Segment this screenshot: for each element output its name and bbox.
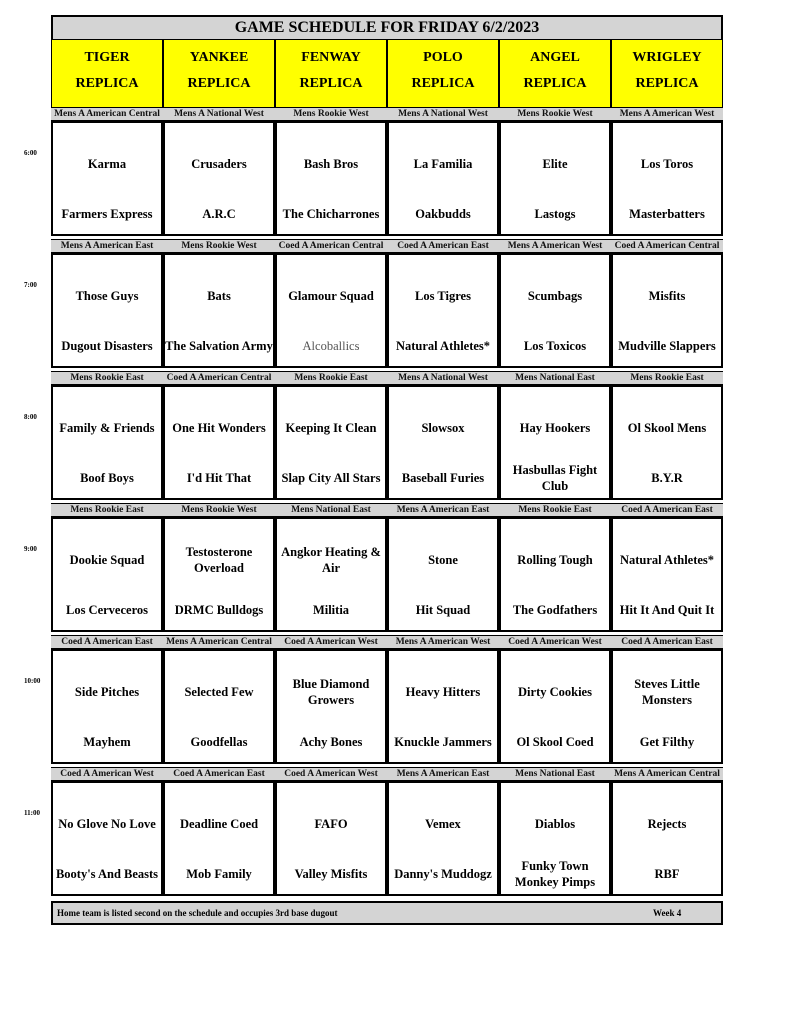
home-team: Dugout Disasters <box>61 339 153 353</box>
division-label: Mens Rookie East <box>630 373 704 383</box>
away-team: Hay Hookers <box>519 421 591 435</box>
game-cell <box>387 253 499 368</box>
footer-note: Home team is listed second on the schedule and occupies 3rd base dugout <box>57 908 338 918</box>
division-label: Mens Rookie West <box>181 505 257 515</box>
footer-bar <box>51 901 723 925</box>
division-label: Mens A American Central <box>614 769 720 779</box>
field-subtitle: REPLICA <box>635 76 699 91</box>
away-team: Bats <box>207 289 231 303</box>
division-bar <box>51 635 723 649</box>
division-label: Coed A American Central <box>278 241 384 251</box>
division-label: Coed A American East <box>397 241 489 251</box>
game-cell <box>163 121 275 236</box>
division-label: Mens National East <box>291 505 371 515</box>
away-team: Ol Skool Mens <box>627 421 707 435</box>
division-label: Mens Rookie West <box>293 109 369 119</box>
home-team: Hit Squad <box>415 603 471 617</box>
game-cell <box>51 781 163 896</box>
game-cell <box>499 253 611 368</box>
field-name: POLO <box>423 50 463 65</box>
time-label: 9:00 <box>24 545 37 553</box>
home-team: Hit It And Quit It <box>619 603 715 617</box>
away-team: Testosterone Overload <box>185 545 253 575</box>
game-cell <box>163 253 275 368</box>
away-team: One Hit Wonders <box>172 421 266 435</box>
away-team: Misfits <box>648 289 686 303</box>
away-team: Selected Few <box>184 685 254 699</box>
division-bar <box>51 239 723 253</box>
away-team: Heavy Hitters <box>405 685 481 699</box>
time-label: 11:00 <box>24 809 40 817</box>
game-cell <box>499 781 611 896</box>
game-cell <box>51 649 163 764</box>
division-label: Mens National East <box>515 373 595 383</box>
away-team: Slowsox <box>421 421 465 435</box>
division-label: Coed A American East <box>61 637 153 647</box>
home-team: Mayhem <box>83 735 131 749</box>
game-cell <box>275 649 387 764</box>
away-team: Bash Bros <box>303 157 359 171</box>
away-team: Diablos <box>534 817 576 831</box>
division-label: Mens A American West <box>395 637 491 647</box>
game-cell <box>499 121 611 236</box>
home-team: Farmers Express <box>61 207 153 221</box>
week-label: Week 4 <box>653 908 682 918</box>
schedule-sheet <box>24 15 723 925</box>
away-team: Steves Little Monsters <box>634 677 700 707</box>
away-team: Crusaders <box>191 157 247 171</box>
away-team: Vemex <box>425 817 461 831</box>
field-subtitle: REPLICA <box>523 76 587 91</box>
division-label: Coed A American West <box>508 637 602 647</box>
away-team: Rejects <box>647 817 687 831</box>
home-team: Militia <box>312 603 350 617</box>
division-label: Mens A National West <box>174 109 264 119</box>
game-cell <box>387 385 499 500</box>
away-team: FAFO <box>314 817 348 831</box>
game-cell <box>611 649 723 764</box>
division-label: Mens A National West <box>398 109 488 119</box>
away-team: Blue Diamond Growers <box>292 677 370 707</box>
time-label: 6:00 <box>24 149 37 157</box>
division-bar <box>51 371 723 385</box>
field-name: FENWAY <box>301 50 361 65</box>
division-label: Mens Rookie West <box>517 109 593 119</box>
division-bar <box>51 767 723 781</box>
home-team: The Salvation Army <box>165 339 273 353</box>
division-label: Mens Rookie East <box>518 505 592 515</box>
field-subtitle: REPLICA <box>187 76 251 91</box>
home-team: Los Cerveceros <box>65 603 149 617</box>
field-name: ANGEL <box>530 50 580 65</box>
home-team: RBF <box>654 867 680 881</box>
field-name: WRIGLEY <box>632 50 702 65</box>
home-team: Boof Boys <box>80 471 134 485</box>
home-team: Los Toxicos <box>523 339 587 353</box>
away-team: Deadline Coed <box>179 817 259 831</box>
home-team: Mob Family <box>186 867 252 881</box>
home-team: B.Y.R <box>651 471 683 485</box>
home-team: Slap City All Stars <box>281 471 381 485</box>
home-team: I'd Hit That <box>186 471 252 485</box>
home-team: Knuckle Jammers <box>394 735 492 749</box>
game-cell <box>163 517 275 632</box>
away-team: Glamour Squad <box>288 289 374 303</box>
division-bar <box>51 503 723 517</box>
time-label: 10:00 <box>24 677 41 685</box>
away-team: Angkor Heating & Air <box>281 545 381 575</box>
division-label: Coed A American West <box>284 637 378 647</box>
away-team: Elite <box>542 157 568 171</box>
game-cell <box>387 121 499 236</box>
away-team: Stone <box>428 553 458 567</box>
time-label: 7:00 <box>24 281 37 289</box>
game-cell <box>499 385 611 500</box>
home-team: A.R.C <box>202 207 236 221</box>
division-label: Mens Rookie East <box>70 505 144 515</box>
game-cell <box>611 517 723 632</box>
away-team: Those Guys <box>75 289 139 303</box>
game-cell <box>163 385 275 500</box>
home-team: Goodfellas <box>190 735 248 749</box>
field-name: YANKEE <box>189 50 249 65</box>
away-team: Los Tigres <box>415 289 471 303</box>
division-label: Mens Rookie East <box>70 373 144 383</box>
game-cell <box>51 517 163 632</box>
home-team: The Chicharrones <box>282 207 380 221</box>
division-label: Coed A American East <box>621 637 713 647</box>
division-label: Mens National East <box>515 769 595 779</box>
page-title: GAME SCHEDULE FOR FRIDAY 6/2/2023 <box>51 15 723 41</box>
home-team: Alcoballics <box>302 339 360 353</box>
home-team: Get Filthy <box>639 735 695 749</box>
division-label: Mens A American East <box>396 505 490 515</box>
division-label: Mens A American Central <box>54 109 160 119</box>
home-team: Ol Skool Coed <box>516 735 594 749</box>
home-team: DRMC Bulldogs <box>174 603 264 617</box>
game-cell <box>387 517 499 632</box>
game-cell <box>163 649 275 764</box>
game-cell <box>387 781 499 896</box>
field-subtitle: REPLICA <box>75 76 139 91</box>
game-cell <box>51 385 163 500</box>
game-cell <box>499 517 611 632</box>
division-label: Coed A American East <box>621 505 713 515</box>
field-subtitle: REPLICA <box>299 76 363 91</box>
game-cell <box>499 649 611 764</box>
home-team: Funky Town Monkey Pimps <box>514 859 596 889</box>
game-cell <box>611 781 723 896</box>
game-cell <box>275 253 387 368</box>
away-team: Family & Friends <box>59 421 155 435</box>
time-label: 8:00 <box>24 413 37 421</box>
home-team: Booty's And Beasts <box>55 867 159 881</box>
away-team: Scumbags <box>527 289 583 303</box>
game-cell <box>51 253 163 368</box>
home-team: Lastogs <box>534 207 576 221</box>
home-team: Valley Misfits <box>294 867 368 881</box>
away-team: Dookie Squad <box>69 553 145 567</box>
division-label: Mens A National West <box>398 373 488 383</box>
game-cell <box>611 121 723 236</box>
home-team: Masterbatters <box>629 207 705 221</box>
division-bar <box>51 107 723 121</box>
game-cell <box>387 649 499 764</box>
game-cell <box>275 517 387 632</box>
division-label: Coed A American West <box>60 769 154 779</box>
game-cell <box>163 781 275 896</box>
away-team: Keeping It Clean <box>285 421 377 435</box>
division-label: Mens Rookie East <box>294 373 368 383</box>
home-team: Mudville Slappers <box>618 339 716 353</box>
away-team: Rolling Tough <box>517 553 593 567</box>
division-label: Mens A American East <box>60 241 154 251</box>
home-team: Hasbullas Fight Club <box>512 463 598 493</box>
game-cell <box>611 385 723 500</box>
game-cell <box>611 253 723 368</box>
home-team: Oakbudds <box>415 207 471 221</box>
division-label: Mens A American West <box>619 109 715 119</box>
home-team: Danny's Muddogz <box>394 867 492 881</box>
away-team: No Glove No Love <box>58 817 156 831</box>
division-label: Mens A American Central <box>166 637 272 647</box>
division-label: Mens A American East <box>396 769 490 779</box>
game-cell <box>275 385 387 500</box>
away-team: Los Toros <box>640 157 694 171</box>
away-team: La Familia <box>413 157 473 171</box>
game-cell <box>51 121 163 236</box>
game-cell <box>275 121 387 236</box>
division-label: Coed A American West <box>284 769 378 779</box>
away-team: Dirty Cookies <box>518 685 592 699</box>
home-team: Baseball Furies <box>401 471 485 485</box>
game-cell <box>275 781 387 896</box>
field-subtitle: REPLICA <box>411 76 475 91</box>
away-team: Karma <box>87 157 127 171</box>
home-team: Achy Bones <box>299 735 363 749</box>
division-label: Mens A American West <box>507 241 603 251</box>
home-team: The Godfathers <box>512 603 598 617</box>
away-team: Natural Athletes* <box>619 553 715 567</box>
away-team: Side Pitches <box>74 685 140 699</box>
division-label: Coed A American East <box>173 769 265 779</box>
division-label: Coed A American Central <box>166 373 272 383</box>
field-name: TIGER <box>84 50 130 65</box>
division-label: Coed A American Central <box>614 241 720 251</box>
home-team: Natural Athletes* <box>395 339 491 353</box>
division-label: Mens Rookie West <box>181 241 257 251</box>
